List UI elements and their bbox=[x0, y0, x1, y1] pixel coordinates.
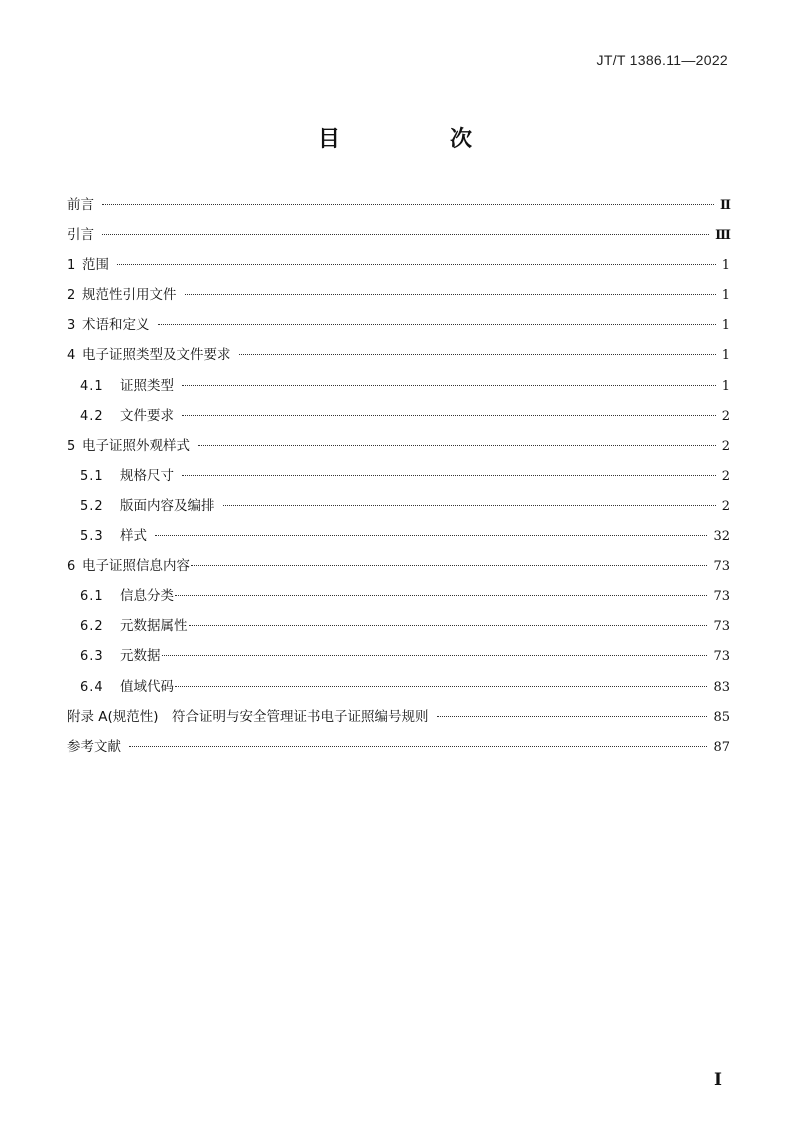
toc-label: 参考文献 bbox=[67, 738, 121, 755]
leader-dots bbox=[189, 625, 708, 626]
toc-page: 2 bbox=[721, 468, 730, 484]
toc-entry-6-1[interactable] bbox=[67, 581, 730, 611]
toc-label: 规范性引用文件 bbox=[82, 287, 177, 304]
toc-page: 73 bbox=[713, 559, 730, 575]
toc-entry-6-3[interactable] bbox=[67, 641, 730, 671]
leader-dots bbox=[155, 535, 707, 536]
toc-entry-foreword[interactable] bbox=[67, 190, 730, 220]
toc-entry-6-4[interactable] bbox=[67, 672, 730, 702]
leader-dots bbox=[175, 595, 707, 596]
toc-number: 4.1 bbox=[80, 378, 104, 394]
leader-dots bbox=[198, 445, 716, 446]
leader-dots bbox=[191, 565, 707, 566]
leader-dots bbox=[182, 475, 716, 476]
toc-label: 信息分类 bbox=[120, 588, 174, 605]
toc-label: 引言 bbox=[67, 227, 94, 244]
toc-label: 前言 bbox=[67, 197, 94, 213]
toc-page: 1 bbox=[721, 258, 730, 274]
toc-page: 32 bbox=[713, 529, 730, 545]
page-title: 目 次 bbox=[317, 127, 516, 152]
toc-number: 5.3 bbox=[80, 529, 104, 545]
toc-label: 附录 A(规范性) 符合证明与安全管理证书电子证照编号规则 bbox=[67, 708, 429, 725]
toc-number: 5.1 bbox=[80, 468, 104, 484]
toc-page: 85 bbox=[713, 709, 730, 725]
toc-entry-5-3[interactable] bbox=[67, 521, 730, 551]
toc-label: 元数据 bbox=[120, 648, 161, 665]
toc-label: 值域代码 bbox=[120, 678, 174, 695]
toc-page: 73 bbox=[713, 649, 730, 665]
toc-entry-6[interactable] bbox=[67, 551, 730, 581]
leader-dots bbox=[102, 234, 709, 235]
toc-entry-4[interactable] bbox=[67, 340, 730, 370]
toc-number: 4.2 bbox=[80, 408, 104, 424]
toc-entry-3[interactable] bbox=[67, 310, 730, 340]
toc-label: 版面内容及编排 bbox=[120, 497, 215, 514]
page-number: I bbox=[714, 1070, 722, 1090]
toc-page: 2 bbox=[721, 438, 730, 454]
toc-entry-4-1[interactable] bbox=[67, 371, 730, 401]
leader-dots bbox=[223, 505, 716, 506]
toc-label: 电子证照类型及文件要求 bbox=[82, 347, 231, 364]
leader-dots bbox=[182, 415, 716, 416]
toc-page: Ⅲ bbox=[715, 228, 730, 244]
toc-number: 4 bbox=[67, 348, 76, 364]
toc-page: 73 bbox=[713, 589, 730, 605]
toc-entry-bibliography[interactable] bbox=[67, 732, 730, 762]
toc-entry-4-2[interactable] bbox=[67, 401, 730, 431]
toc-number: 6.4 bbox=[80, 679, 104, 695]
leader-dots bbox=[437, 716, 708, 717]
toc-label: 文件要求 bbox=[120, 407, 174, 424]
toc-entry-2[interactable] bbox=[67, 280, 730, 310]
toc-entry-1[interactable] bbox=[67, 250, 730, 280]
leader-dots bbox=[185, 294, 716, 295]
leader-dots bbox=[117, 264, 716, 265]
toc-label: 电子证照信息内容 bbox=[82, 558, 190, 575]
toc-number: 5.2 bbox=[80, 498, 104, 514]
toc-entry-5[interactable] bbox=[67, 431, 730, 461]
leader-dots bbox=[158, 324, 716, 325]
leader-dots bbox=[239, 354, 716, 355]
toc-page: 1 bbox=[721, 378, 730, 394]
toc-entry-introduction[interactable] bbox=[67, 220, 730, 250]
leader-dots bbox=[129, 746, 707, 747]
toc-number: 6.1 bbox=[80, 589, 104, 605]
toc-label: 证照类型 bbox=[120, 377, 174, 394]
toc-number: 6 bbox=[67, 559, 76, 575]
toc-number: 2 bbox=[67, 288, 76, 304]
toc-label: 样式 bbox=[120, 528, 147, 545]
toc-label: 范围 bbox=[82, 257, 109, 274]
leader-dots bbox=[102, 204, 714, 205]
toc-page: 1 bbox=[721, 348, 730, 364]
toc-label: 元数据属性 bbox=[120, 618, 188, 635]
toc-page: 2 bbox=[721, 408, 730, 424]
toc-number: 6.2 bbox=[80, 619, 104, 635]
toc-entry-6-2[interactable] bbox=[67, 611, 730, 641]
toc-number: 6.3 bbox=[80, 649, 104, 665]
leader-dots bbox=[182, 385, 716, 386]
toc-number: 3 bbox=[67, 318, 76, 334]
toc-entry-appendix-a[interactable] bbox=[67, 702, 730, 732]
leader-dots bbox=[175, 686, 707, 687]
standard-code: JT/T 1386.11—2022 bbox=[596, 52, 728, 68]
toc-number: 1 bbox=[67, 258, 76, 274]
leader-dots bbox=[162, 655, 708, 656]
toc-entry-5-1[interactable] bbox=[67, 461, 730, 491]
toc-page: 2 bbox=[721, 498, 730, 514]
toc-page: 87 bbox=[713, 739, 730, 755]
toc-label: 术语和定义 bbox=[82, 317, 150, 334]
toc-label: 规格尺寸 bbox=[120, 467, 174, 484]
toc-page: 1 bbox=[721, 318, 730, 334]
toc-label: 电子证照外观样式 bbox=[82, 437, 190, 454]
table-of-contents bbox=[67, 190, 730, 762]
toc-page: 83 bbox=[713, 679, 730, 695]
toc-page: Ⅱ bbox=[720, 198, 730, 213]
toc-page: 1 bbox=[721, 288, 730, 304]
toc-entry-5-2[interactable] bbox=[67, 491, 730, 521]
toc-number: 5 bbox=[67, 438, 76, 454]
toc-page: 73 bbox=[713, 619, 730, 635]
